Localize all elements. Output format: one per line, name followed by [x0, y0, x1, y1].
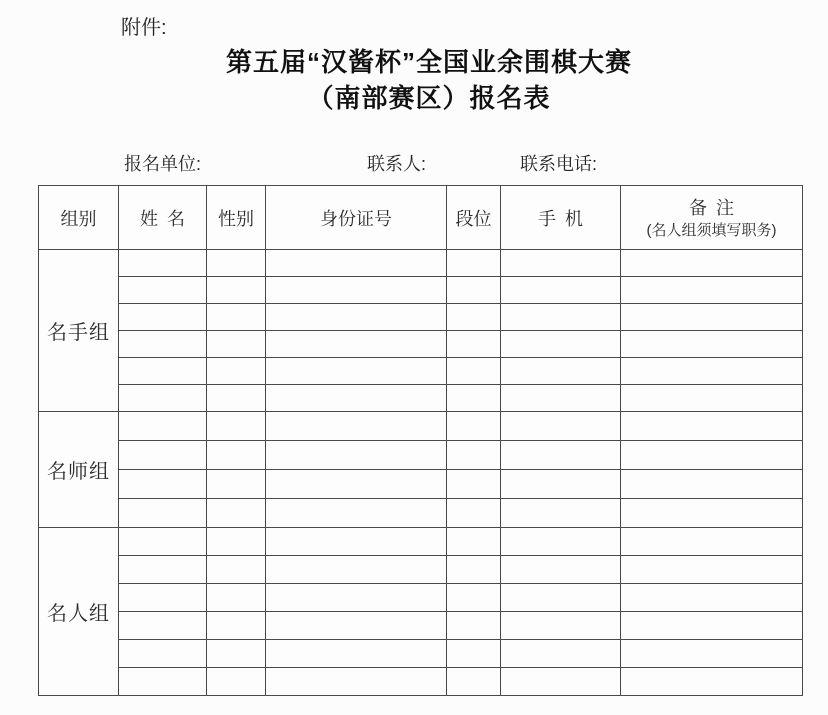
entry-cell — [447, 470, 501, 499]
entry-cell — [447, 584, 501, 612]
registration-table-body — [39, 250, 803, 696]
entry-cell — [621, 612, 803, 640]
table-row — [39, 556, 803, 584]
entry-cell — [266, 412, 447, 441]
entry-cell — [501, 528, 621, 556]
entry-cell — [119, 556, 207, 584]
entry-cell — [621, 528, 803, 556]
table-row — [39, 331, 803, 358]
title-line-1: 第五届“汉酱杯”全国业余围棋大赛 — [225, 47, 632, 77]
entry-cell — [119, 612, 207, 640]
entry-cell — [447, 668, 501, 696]
entry-cell — [266, 385, 447, 412]
entry-cell — [447, 250, 501, 277]
entry-cell — [119, 668, 207, 696]
header-name: 姓 名 — [119, 186, 207, 250]
table-row — [39, 304, 803, 331]
entry-cell — [621, 277, 803, 304]
entry-cell — [266, 470, 447, 499]
entry-cell — [501, 358, 621, 385]
entry-cell — [621, 499, 803, 528]
header-dan-rank: 段位 — [447, 186, 501, 250]
header-remark — [621, 186, 803, 250]
registration-table — [38, 185, 803, 696]
entry-cell — [447, 277, 501, 304]
entry-cell — [447, 640, 501, 668]
table-row — [39, 358, 803, 385]
entry-cell — [447, 441, 501, 470]
entry-cell — [501, 250, 621, 277]
table-row — [39, 250, 803, 277]
entry-cell — [207, 668, 266, 696]
entry-cell — [447, 499, 501, 528]
entry-cell — [119, 277, 207, 304]
entry-cell — [621, 412, 803, 441]
entry-cell — [207, 441, 266, 470]
entry-cell — [447, 556, 501, 584]
entry-cell — [621, 556, 803, 584]
entry-cell — [266, 612, 447, 640]
entry-cell — [447, 412, 501, 441]
entry-cell — [207, 250, 266, 277]
entry-cell — [119, 499, 207, 528]
entry-cell — [266, 640, 447, 668]
entry-cell — [119, 385, 207, 412]
entry-cell — [207, 358, 266, 385]
entry-cell — [119, 331, 207, 358]
contact-person-label: 联系人: — [367, 154, 427, 174]
table-row — [39, 441, 803, 470]
entry-cell — [501, 668, 621, 696]
entry-cell — [266, 584, 447, 612]
entry-cell — [119, 250, 207, 277]
entry-cell — [119, 304, 207, 331]
entry-cell — [501, 640, 621, 668]
group-label-2: 名师组 — [39, 412, 119, 528]
entry-cell — [447, 358, 501, 385]
entry-cell — [501, 304, 621, 331]
form-fields-row — [0, 150, 828, 176]
entry-cell — [621, 640, 803, 668]
header-gender: 性别 — [207, 186, 266, 250]
remark-note: (名人组须填写职务) — [646, 221, 777, 239]
entry-cell — [266, 304, 447, 331]
entry-cell — [207, 640, 266, 668]
table-header-row — [39, 186, 803, 250]
entry-cell — [621, 668, 803, 696]
table-row — [39, 277, 803, 304]
entry-cell — [447, 528, 501, 556]
entry-cell — [447, 304, 501, 331]
entry-cell — [266, 331, 447, 358]
entry-cell — [207, 499, 266, 528]
header-mobile: 手 机 — [501, 186, 621, 250]
entry-cell — [207, 612, 266, 640]
contact-phone-label: 联系电话: — [520, 154, 598, 174]
entry-cell — [501, 385, 621, 412]
entry-cell — [207, 528, 266, 556]
table-row — [39, 385, 803, 412]
entry-cell — [501, 556, 621, 584]
entry-cell — [119, 470, 207, 499]
entry-cell — [119, 441, 207, 470]
entry-cell — [266, 277, 447, 304]
table-row — [39, 499, 803, 528]
entry-cell — [266, 528, 447, 556]
group-label-1: 名手组 — [39, 250, 119, 412]
table-row — [39, 412, 803, 441]
entry-cell — [621, 385, 803, 412]
entry-cell — [501, 612, 621, 640]
entry-cell — [501, 441, 621, 470]
entry-cell — [501, 412, 621, 441]
entry-cell — [501, 499, 621, 528]
entry-cell — [266, 250, 447, 277]
entry-cell — [266, 441, 447, 470]
header-group: 组别 — [39, 186, 119, 250]
entry-cell — [119, 640, 207, 668]
registering-unit-label: 报名单位: — [124, 154, 202, 174]
entry-cell — [266, 556, 447, 584]
entry-cell — [119, 584, 207, 612]
entry-cell — [621, 331, 803, 358]
entry-cell — [207, 556, 266, 584]
entry-cell — [501, 584, 621, 612]
entry-cell — [266, 499, 447, 528]
table-row — [39, 528, 803, 556]
entry-cell — [119, 528, 207, 556]
table-row — [39, 470, 803, 499]
entry-cell — [207, 331, 266, 358]
entry-cell — [207, 412, 266, 441]
table-row — [39, 612, 803, 640]
entry-cell — [447, 385, 501, 412]
table-row — [39, 584, 803, 612]
entry-cell — [266, 668, 447, 696]
entry-cell — [207, 470, 266, 499]
entry-cell — [447, 612, 501, 640]
entry-cell — [621, 584, 803, 612]
entry-cell — [207, 304, 266, 331]
remark-title: 备 注 — [689, 197, 734, 218]
entry-cell — [207, 584, 266, 612]
attachment-label: 附件: — [121, 17, 167, 39]
entry-cell — [621, 470, 803, 499]
entry-cell — [501, 470, 621, 499]
entry-cell — [119, 412, 207, 441]
entry-cell — [501, 277, 621, 304]
entry-cell — [621, 304, 803, 331]
entry-cell — [266, 358, 447, 385]
entry-cell — [621, 358, 803, 385]
document-title — [30, 44, 828, 116]
entry-cell — [207, 277, 266, 304]
entry-cell — [447, 331, 501, 358]
entry-cell — [621, 441, 803, 470]
header-id-number: 身份证号 — [266, 186, 447, 250]
table-row — [39, 640, 803, 668]
entry-cell — [207, 385, 266, 412]
entry-cell — [621, 250, 803, 277]
title-line-2: （南部赛区）报名表 — [307, 83, 551, 113]
group-label-3: 名人组 — [39, 528, 119, 696]
entry-cell — [501, 331, 621, 358]
entry-cell — [119, 358, 207, 385]
table-row — [39, 668, 803, 696]
